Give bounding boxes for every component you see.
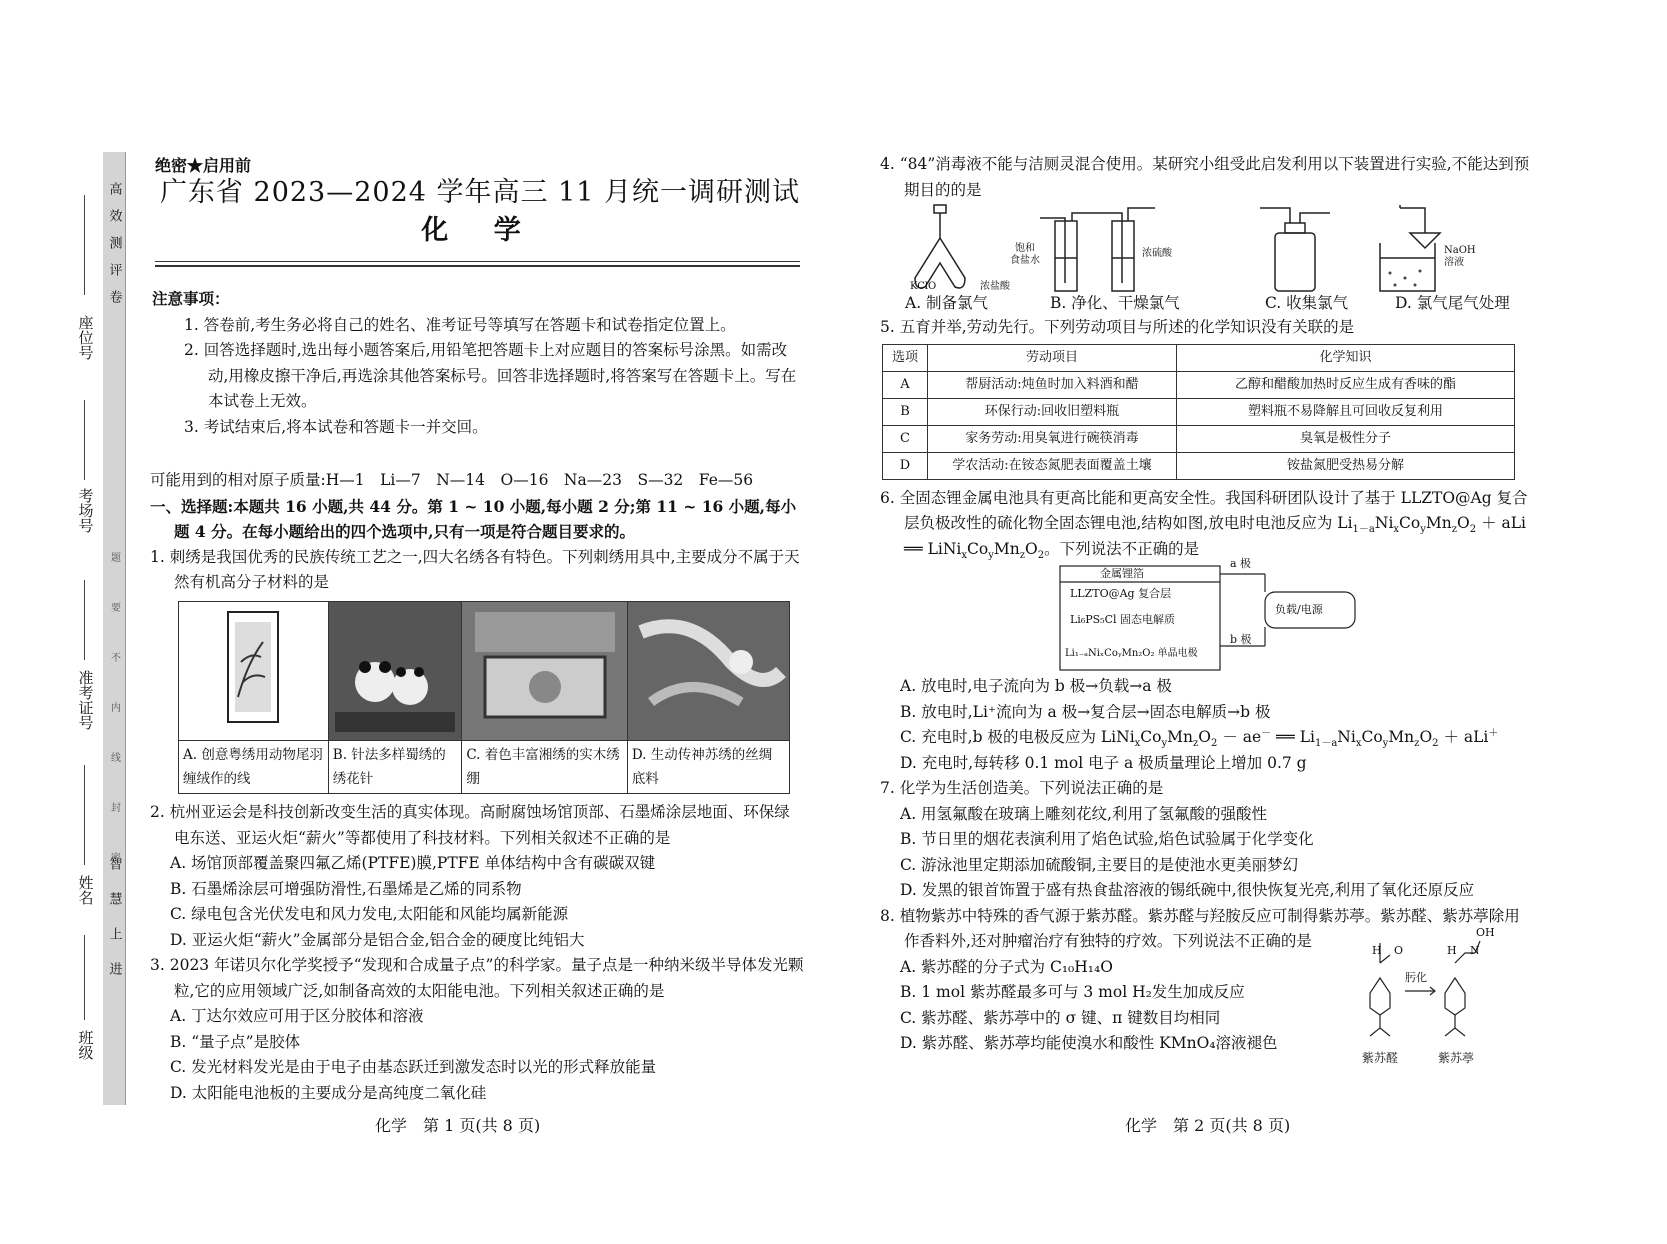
table-cell: A (883, 371, 928, 398)
battery-layer-4: Li₁₋ₐNiₓCoᵧMn₂O₂ 单晶电极 (1065, 648, 1198, 659)
notice-item: 1. 答卷前,考生务必将自己的姓名、准考证号等填写在答题卡和试卷指定位置上。 (184, 315, 736, 334)
page-title: 广东省 2023—2024 学年高三 11 月统一调研测试 (159, 177, 801, 208)
question-3-stem: 3. 2023 年诺贝尔化学奖授予“发现和合成量子点”的科学家。量子点是一种纳米级半导体发光颗粒,它的应用领域广泛,如制备高效的太阳能电池。下列相关叙述正确的是 (150, 956, 804, 1000)
molecule-figure (1350, 925, 1530, 1073)
table-cell: 塑料瓶不易降解且可回收反复利用 (1177, 398, 1515, 425)
sidebar-mid-text: 题要不内线封密 (108, 552, 120, 902)
binding-sidebar (103, 152, 126, 1105)
table-cell: 家务劳动:用臭氧进行碗筷消毒 (928, 425, 1177, 452)
molecule-1-label: 紫苏醛 (1362, 1050, 1399, 1065)
battery-layer-1: 金属锂箔 (1100, 567, 1144, 580)
table-cell: 环保行动:回收旧塑料瓶 (928, 398, 1177, 425)
question-3-option: D. 太阳能电池板的主要成分是高纯度二氧化硅 (170, 1083, 487, 1102)
exam-room-line (84, 400, 85, 480)
question-4-option-c: C. 收集氯气 (1265, 294, 1349, 312)
question-8-option: B. 1 mol 紫苏醛最多可与 3 mol H₂发生加成反应 (900, 983, 1245, 1001)
electrode-a-label: a 极 (1230, 557, 1252, 570)
question-6-option: B. 放电时,Li⁺流向为 a 极→复合层→固态电解质→b 极 (900, 702, 1271, 721)
atom-h-2: H (1447, 943, 1457, 957)
table-row (883, 371, 1515, 398)
question-2-stem: 2. 杭州亚运会是科技创新改变生活的真实体现。高耐腐蚀场馆顶部、石墨烯涂层地面、环保绿电东送、亚运火炬“薪火”等都使用了科技材料。下列相关叙述不正确的是 (150, 803, 790, 847)
label-hcl: 浓盐酸 (980, 281, 1010, 292)
class-line (84, 935, 85, 1020)
class-label: 班级 (76, 1030, 95, 1060)
question-6-option: D. 充电时,每转移 0.1 mol 电子 a 极质量理论上增加 0.7 g (900, 753, 1307, 772)
question-6-option-c: C. 充电时,b 极的电极反应为 $LiNi_xCo_yMn_zO_2 - ae^-$ ══ $Li_{1-a}Ni_xCo_yMn_zO_2 + aLi^+$ (900, 727, 1499, 750)
table-cell: B (883, 398, 928, 425)
question-7-option: B. 节日里的烟花表演利用了焰色试验,焰色试验属于化学变化 (900, 830, 1314, 848)
option-a-image (179, 601, 329, 741)
seat-line (84, 195, 85, 295)
question-3-option: B. “量子点”是胶体 (170, 1032, 301, 1051)
atom-n: N (1470, 943, 1480, 957)
header-rule (155, 261, 800, 262)
notice-item: 2. 回答选择题时,选出每小题答案后,用铅笔把答题卡上对应题目的答案标号涂黑。如需改动,用橡皮擦干净后,再选涂其他答案标号。回答非选择题时,将答案写在答题卡上。写在本试卷上无效。 (184, 341, 797, 410)
question-8-option: A. 紫苏醛的分子式为 C₁₀H₁₄O (900, 957, 1113, 976)
option-c-image (462, 601, 628, 741)
option-c-caption: C. 着色丰富湘绣的实木绣绷 (462, 741, 628, 794)
section-heading: 一、选择题:本题共 16 小题,共 44 分。第 1 ~ 10 小题,每小题 2 分;第 11 ~ 16 小题,每小题 4 分。在每小题给出的四个选项中,只有一项是符合题目要求的。 (150, 496, 797, 541)
question-7-stem: 7. 化学为生活创造美。下列说法正确的是 (880, 779, 1164, 797)
question-6-option: A. 放电时,电子流向为 b 极→负载→a 极 (900, 677, 1172, 695)
table-row (883, 452, 1515, 479)
battery-diagram (880, 557, 1535, 674)
question-3-option: A. 丁达尔效应可用于区分胶体和溶液 (170, 1007, 424, 1025)
table-cell: 帮厨活动:炖鱼时加入料酒和醋 (928, 371, 1177, 398)
sidebar-bottom-text: 智慧上进 (106, 857, 122, 997)
table-header: 化学知识 (1177, 344, 1515, 371)
table-header: 劳动项目 (928, 344, 1177, 371)
table-row (883, 425, 1515, 452)
question-3-option: C. 发光材料发光是由于电子由基态跃迁到激发态时以光的形式释放能量 (170, 1058, 657, 1076)
atom-h-1: H (1372, 943, 1382, 957)
battery-layer-3: Li₆PS₅Cl 固态电解质 (1070, 613, 1176, 626)
notice-heading: 注意事项： (152, 289, 230, 308)
question-4-apparatus (880, 203, 1535, 311)
table-cell: 臭氧是极性分子 (1177, 425, 1515, 452)
table-cell: 学农活动:在铵态氮肥表面覆盖土壤 (928, 452, 1177, 479)
table-cell: D (883, 452, 928, 479)
battery-drawing (880, 562, 1535, 672)
question-2-option: B. 石墨烯涂层可增强防滑性,石墨烯是乙烯的同系物 (170, 879, 522, 898)
question-5-stem: 5. 五育并举,劳动先行。下列劳动项目与所述的化学知识没有关联的是 (880, 318, 1355, 336)
label-naoh-2: 溶液 (1444, 257, 1464, 268)
table-cell: 乙醇和醋酸加热时反应生成有香味的酯 (1177, 371, 1515, 398)
option-b-caption: B. 针法多样蜀绣的绣花针 (328, 741, 462, 794)
ticket-line (84, 580, 85, 660)
option-d-image (627, 601, 789, 741)
battery-layer-2: LLZTO@Ag 复合层 (1070, 587, 1172, 600)
atom-oh: OH (1476, 925, 1495, 939)
question-1-stem: 1. 刺绣是我国优秀的民族传统工艺之一,四大名绣各有特色。下列刺绣用具中,主要成分不属于天然有机高分子材料的是 (150, 547, 800, 591)
footer-page-2: 化学 第 2 页(共 8 页) (1125, 1116, 1291, 1135)
question-5-table (882, 344, 1515, 480)
question-4-option-d: D. 氯气尾气处理 (1395, 294, 1510, 312)
load-label: 负载/电源 (1275, 603, 1323, 616)
question-6-stem-end: 。下列说法不正确的是 (1044, 539, 1200, 558)
question-8-option: C. 紫苏醛、紫苏葶中的 σ 键、π 键数目均相同 (900, 1008, 1221, 1027)
apparatus-drawing (880, 203, 1535, 295)
question-4-option-a: A. 制备氯气 (905, 294, 989, 312)
question-6-option-c-text: C. 充电时,b 极的电极反应为 (900, 728, 1096, 746)
label-naoh-1: NaOH (1444, 245, 1476, 256)
question-4-option-b: B. 净化、干燥氯气 (1050, 294, 1180, 312)
footer-page-1: 化学 第 1 页(共 8 页) (375, 1116, 541, 1135)
name-line (84, 765, 85, 865)
option-a-caption: A. 创意粤绣用动物尾羽缠绒作的线 (179, 741, 329, 794)
option-b-image (328, 601, 462, 741)
header-rule-thick (155, 265, 800, 267)
top-secret-mark: 绝密★启用前 (155, 156, 252, 175)
subject-title: 化 学 (421, 215, 539, 246)
molecule-2-label: 紫苏葶 (1438, 1050, 1475, 1065)
question-2-option: C. 绿电包含光伏发电和风力发电,太阳能和风能均属新能源 (170, 905, 569, 923)
question-2-option: A. 场馆顶部覆盖聚四氟乙烯(PTFE)膜,PTFE 单体结构中含有碳碳双键 (170, 854, 656, 872)
question-6-stem-text: 6. 全固态锂金属电池具有更高比能和更高安全性。我国科研团队设计了基于 LLZTO@Ag 复合层负极改性的硫化物全固态锂电池,结构如图,放电时电池反应为 (880, 488, 1528, 532)
table-row (883, 398, 1515, 425)
table-cell: 铵盐氮肥受热易分解 (1177, 452, 1515, 479)
question-2-option: D. 亚运火炬“薪火”金属部分是铝合金,铝合金的硬度比纯铝大 (170, 930, 585, 949)
question-1-image-table (178, 601, 790, 795)
oximation-label: 肟化 (1405, 970, 1427, 984)
question-8-option: D. 紫苏醛、紫苏葶均能使溴水和酸性 KMnO₄溶液褪色 (900, 1034, 1278, 1052)
sidebar-top-text: 高效测评卷 (106, 182, 122, 317)
label-brine-1: 饱和 (1015, 243, 1035, 254)
question-7-option: D. 发黑的银首饰置于盛有热食盐溶液的锡纸碗中,很快恢复光亮,利用了氧化还原反应 (900, 881, 1475, 899)
question-6-stem: 6. 全固态锂金属电池具有更高比能和更高安全性。我国科研团队设计了基于 LLZTO@Ag 复合层负极改性的硫化物全固态锂电池,结构如图,放电时电池反应为 $Li_{1-a}Ni_xCo_yMn_zO_2$ ＋ aLi ══ $LiNi_xCo_yMn_zO_2$。下列说法不正确的是 (880, 488, 1528, 561)
right-column (880, 152, 1535, 1073)
question-7-option: A. 用氢氟酸在玻璃上雕刻花纹,利用了氢氟酸的强酸性 (900, 804, 1267, 823)
table-cell: C (883, 425, 928, 452)
notice-item: 3. 考试结束后,将本试卷和答题卡一并交回。 (184, 417, 488, 436)
exam-room-label: 考场号 (76, 488, 95, 533)
table-header-row (883, 344, 1515, 371)
question-8-stem: 8. 植物紫苏中特殊的香气源于紫苏醛。紫苏醛与羟胺反应可制得紫苏葶。紫苏醛、紫苏葶除用作香料外,还对肿瘤治疗有独特的疗效。下列说法不正确的是 (880, 906, 1520, 950)
name-label: 姓名 (76, 875, 95, 905)
label-h2so4: 浓硫酸 (1142, 248, 1172, 259)
label-kclo: KClO (910, 281, 937, 292)
atomic-masses: 可能用到的相对原子质量:H—1 Li—7 N—14 O—16 Na—23 S—32 Fe—56 (150, 471, 754, 489)
seat-label: 座位号 (76, 315, 95, 360)
electrode-b-label: b 极 (1230, 633, 1252, 646)
label-brine-2: 食盐水 (1010, 255, 1040, 266)
left-column (150, 286, 805, 1106)
question-4-stem: 4. “84”消毒液不能与洁厕灵混合使用。某研究小组受此启发利用以下装置进行实验,不能达到预期目的的是 (880, 155, 1530, 199)
option-d-caption: D. 生动传神苏绣的丝绸底料 (627, 741, 789, 794)
question-7-option: C. 游泳池里定期添加硫酸铜,主要目的是使池水更美丽梦幻 (900, 855, 1299, 874)
ticket-label: 准考证号 (76, 670, 95, 730)
table-header: 选项 (883, 344, 928, 371)
atom-o: O (1394, 943, 1404, 957)
